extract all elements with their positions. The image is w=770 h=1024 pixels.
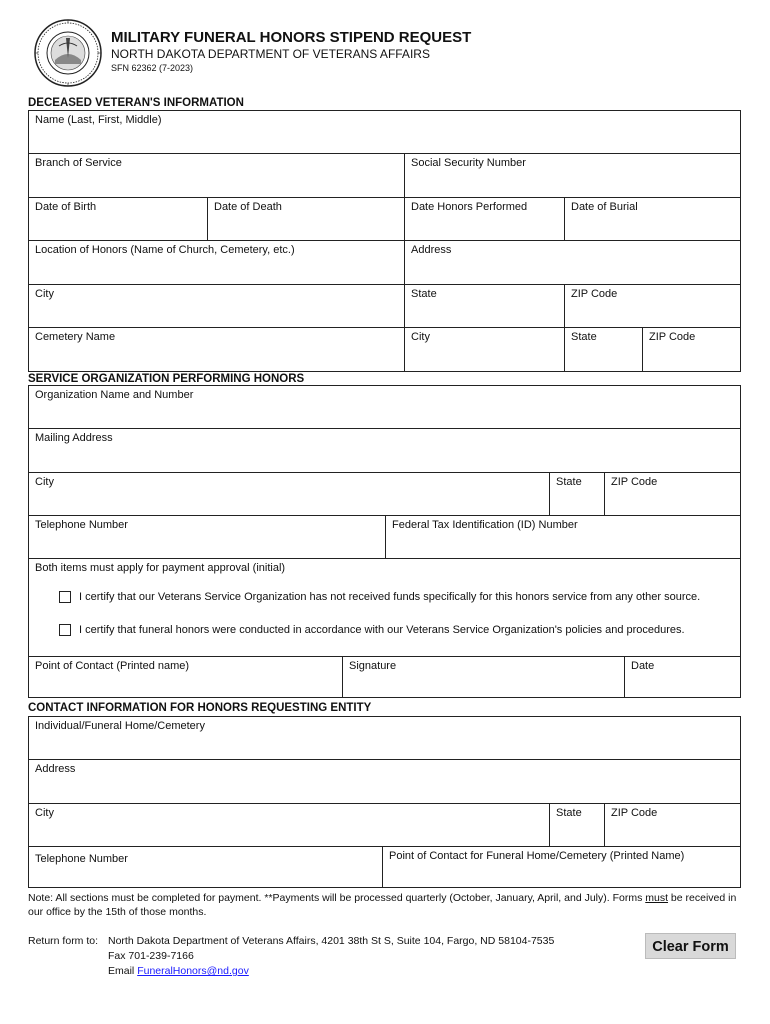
cemetery-state-field[interactable]: State [571, 331, 597, 343]
date-of-birth-field[interactable]: Date of Birth [35, 201, 97, 213]
date-honors-performed-field[interactable]: Date Honors Performed [411, 201, 528, 213]
date-of-burial-field[interactable]: Date of Burial [571, 201, 638, 213]
payment-note-text-2: be received in our office by the 15th of those months. [28, 892, 737, 918]
point-of-contact-field[interactable]: Point of Contact (Printed name) [35, 660, 190, 672]
contact-section [28, 716, 741, 888]
section-contact-heading: CONTACT INFORMATION FOR HONORS REQUESTING ENTITY [28, 702, 372, 714]
state-seal-logo [33, 18, 103, 88]
return-address: North Dakota Department of Veterans Affairs, 4201 38th St S, Suite 104, Fargo, ND 58104-7535 [108, 935, 555, 947]
veteran-name-field[interactable]: Name (Last, First, Middle) [35, 114, 162, 126]
tax-id-field[interactable]: Federal Tax Identification (ID) Number [392, 519, 578, 531]
agency-name: NORTH DAKOTA DEPARTMENT OF VETERANS AFFAIRS [111, 47, 430, 61]
cemetery-city-field[interactable]: City [411, 331, 430, 343]
certify-funds-label: I certify that our Veterans Service Organization has not received funds specifically for this honors service from any other source. [79, 591, 701, 603]
organization-name-field[interactable]: Organization Name and Number [35, 389, 194, 401]
date-of-death-field[interactable]: Date of Death [214, 201, 282, 213]
contact-zip-field[interactable]: ZIP Code [611, 807, 658, 819]
section-service-org-heading: SERVICE ORGANIZATION PERFORMING HONORS [28, 373, 305, 385]
org-zip-field[interactable]: ZIP Code [611, 476, 658, 488]
signature-date-field[interactable]: Date [631, 660, 655, 672]
form-number: SFN 62362 (7-2023) [111, 63, 194, 73]
deceased-section [28, 110, 741, 372]
form-title: MILITARY FUNERAL HONORS STIPEND REQUEST [111, 29, 472, 46]
approval-instruction: Both items must apply for payment approval (initial) [35, 562, 286, 574]
org-telephone-field[interactable]: Telephone Number [35, 519, 128, 531]
cemetery-zip-field[interactable]: ZIP Code [649, 331, 696, 343]
org-state-field[interactable]: State [556, 476, 582, 488]
city-field[interactable]: City [35, 288, 54, 300]
requesting-entity-field[interactable]: Individual/Funeral Home/Cemetery [35, 720, 205, 732]
certify-funds-row [59, 591, 700, 603]
address-field[interactable]: Address [411, 244, 452, 256]
email-label: Email [108, 965, 138, 977]
cemetery-name-field[interactable]: Cemetery Name [35, 331, 116, 343]
signature-field[interactable]: Signature [349, 660, 397, 672]
location-of-honors-field[interactable]: Location of Honors (Name of Church, Cemetery, etc.) [35, 244, 295, 256]
certify-policies-row [59, 624, 685, 636]
contact-state-field[interactable]: State [556, 807, 582, 819]
branch-of-service-field[interactable]: Branch of Service [35, 157, 122, 169]
contact-telephone-field[interactable]: Telephone Number [35, 853, 128, 865]
email-link[interactable]: FuneralHonors@nd.gov [137, 965, 249, 977]
fax-number: Fax 701-239-7166 [108, 950, 194, 962]
zip-code-field[interactable]: ZIP Code [571, 288, 618, 300]
clear-form-button[interactable]: Clear Form [645, 933, 736, 959]
payment-note-text-1: Note: All sections must be completed for payment. **Payments will be processed quarterly (October, January, April, and July). Forms [28, 892, 646, 904]
return-label: Return form to: [28, 935, 99, 947]
state-field[interactable]: State [411, 288, 437, 300]
certify-funds-checkbox[interactable] [59, 591, 71, 603]
ssn-field[interactable]: Social Security Number [411, 157, 526, 169]
certify-policies-label: I certify that funeral honors were conducted in accordance with our Veterans Service Organization's policies and procedures. [79, 624, 685, 636]
funeral-home-contact-field[interactable]: Point of Contact for Funeral Home/Cemetery (Printed Name) [389, 850, 685, 862]
email-line [108, 965, 249, 977]
certify-policies-checkbox[interactable] [59, 624, 71, 636]
section-deceased-heading: DECEASED VETERAN'S INFORMATION [28, 97, 244, 109]
service-org-section [28, 385, 741, 698]
contact-city-field[interactable]: City [35, 807, 54, 819]
payment-note-emphasis: must [645, 892, 669, 904]
contact-address-field[interactable]: Address [35, 763, 76, 775]
payment-note [28, 891, 743, 919]
mailing-address-field[interactable]: Mailing Address [35, 432, 113, 444]
org-city-field[interactable]: City [35, 476, 54, 488]
